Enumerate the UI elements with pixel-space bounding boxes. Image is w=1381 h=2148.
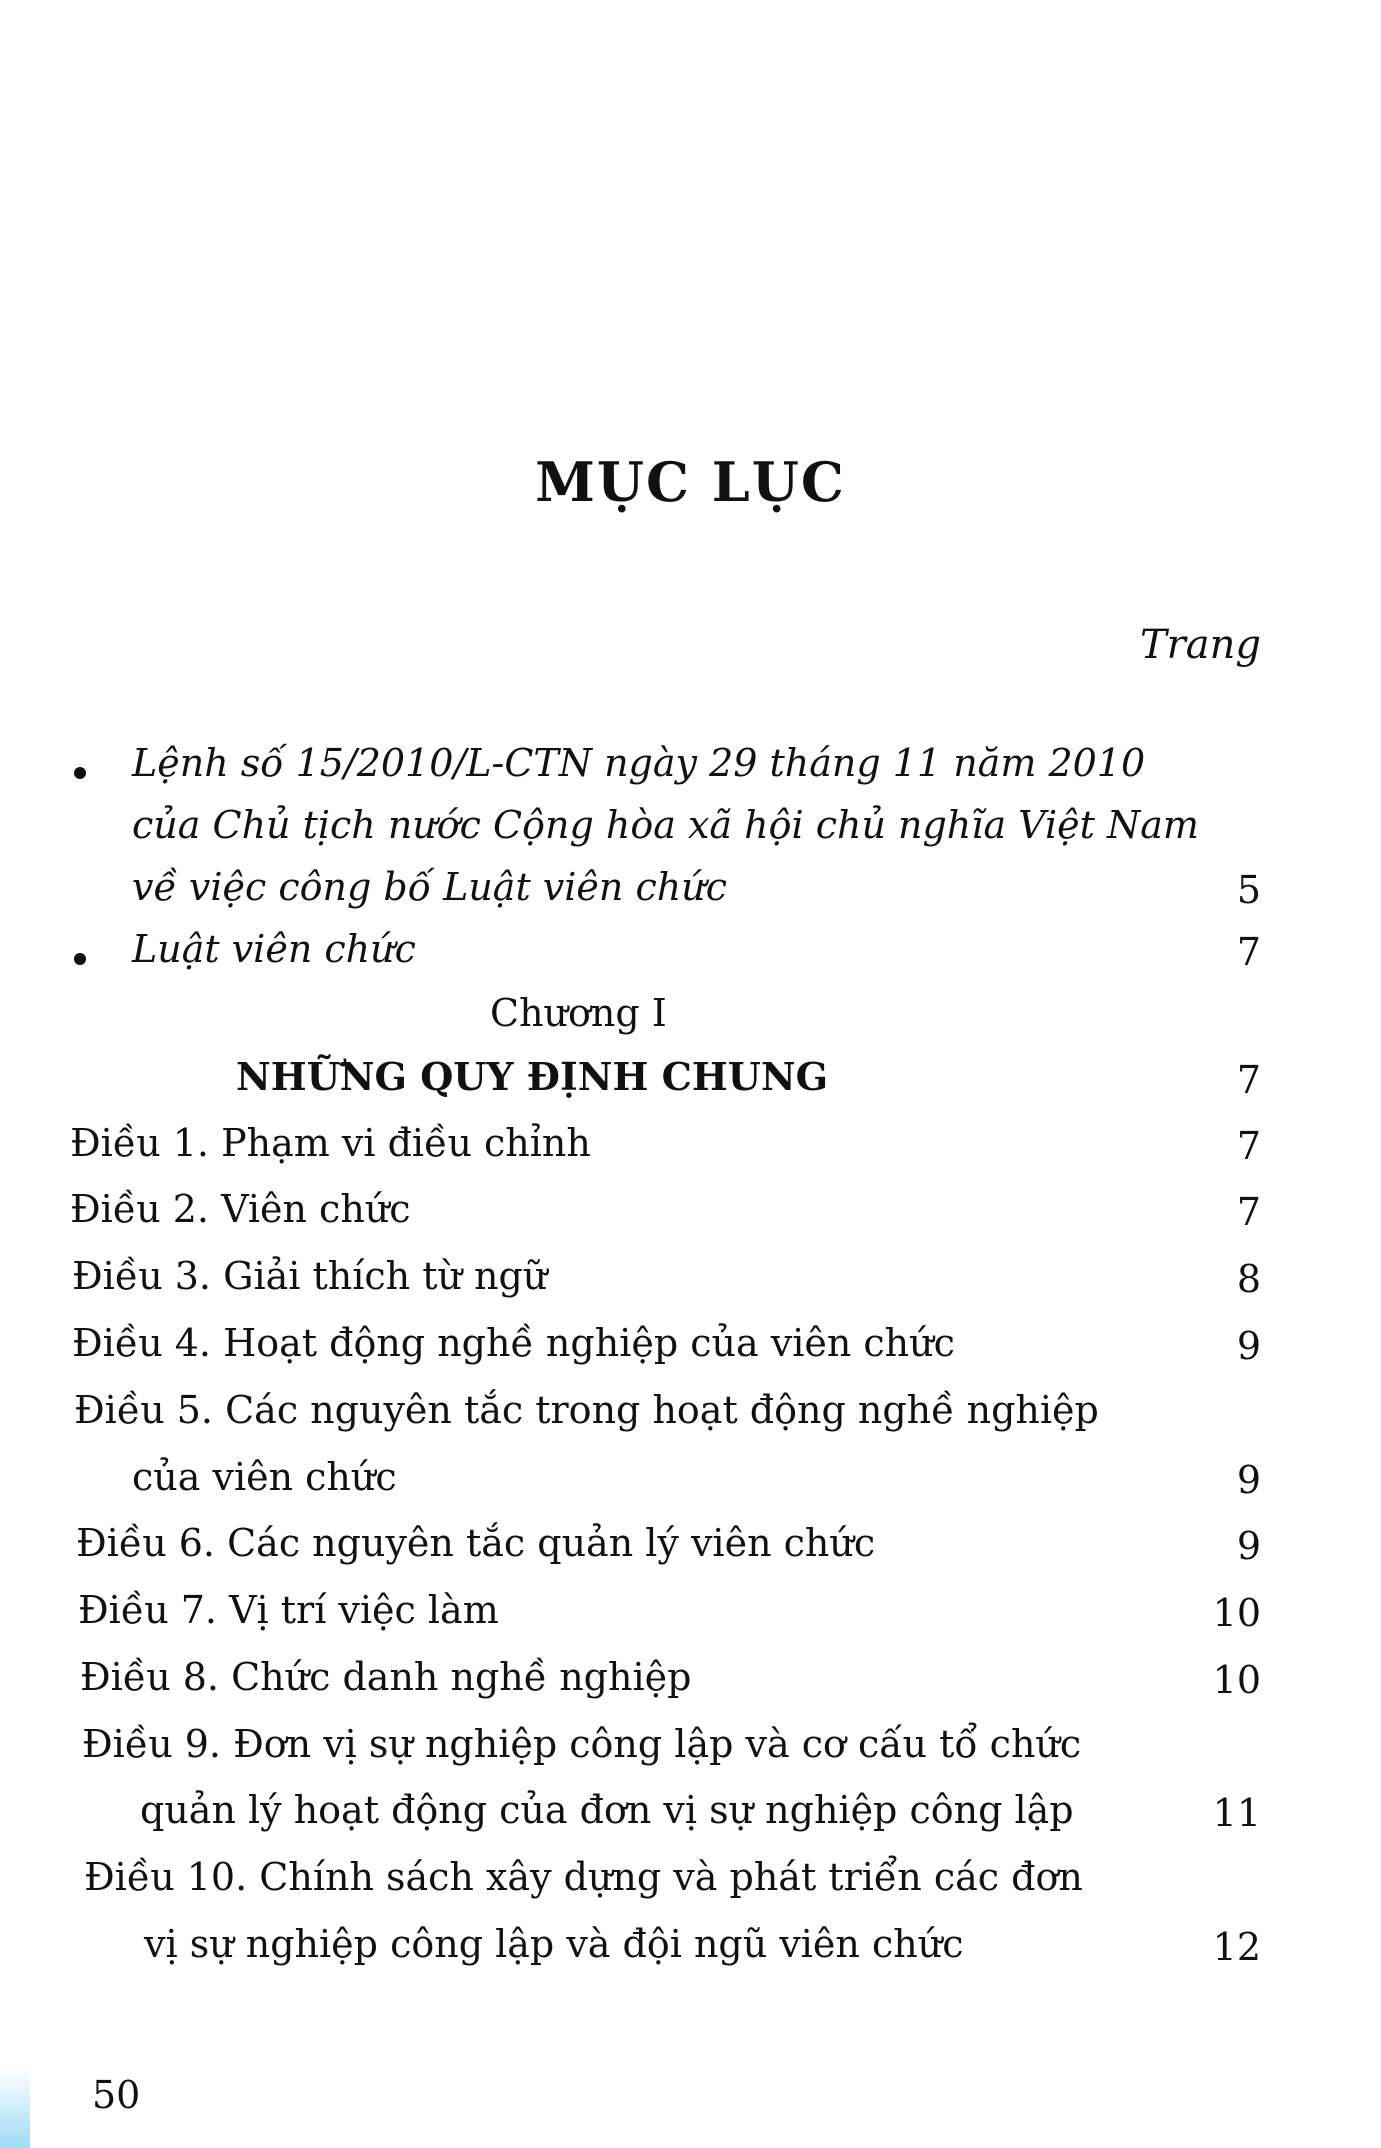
chapter-label: Chương I bbox=[490, 991, 667, 1035]
toc-article-page: 8 bbox=[1236, 1257, 1261, 1301]
toc-article-page: 10 bbox=[1212, 1658, 1261, 1702]
chapter-page: 7 bbox=[1236, 1058, 1261, 1102]
toc-article-page: 7 bbox=[1236, 1124, 1261, 1168]
toc-article-page: 11 bbox=[1212, 1791, 1261, 1835]
toc-entry-line: Luật viên chức bbox=[132, 927, 416, 971]
toc-article-line: Điều 10. Chính sách xây dựng và phát triển các đơn bbox=[84, 1855, 1083, 1899]
toc-article-page: 10 bbox=[1212, 1591, 1261, 1635]
toc-article-line: Điều 6. Các nguyên tắc quản lý viên chức bbox=[76, 1521, 876, 1565]
toc-entry-line: Lệnh số 15/2010/L-CTN ngày 29 tháng 11 năm 2010 bbox=[132, 741, 1146, 785]
toc-article-line: Điều 4. Hoạt động nghề nghiệp của viên chức bbox=[72, 1321, 955, 1365]
toc-article-page: 12 bbox=[1212, 1925, 1261, 1969]
bullet-icon bbox=[74, 767, 86, 779]
toc-article-line: Điều 3. Giải thích từ ngữ bbox=[72, 1254, 548, 1298]
toc-article-line: Điều 2. Viên chức bbox=[70, 1187, 411, 1231]
toc-article-line: Điều 9. Đơn vị sự nghiệp công lập và cơ cấu tổ chức bbox=[82, 1722, 1082, 1766]
page-number: 50 bbox=[92, 2073, 141, 2117]
toc-entry-page: 7 bbox=[1236, 930, 1261, 974]
toc-article-page: 9 bbox=[1236, 1458, 1261, 1502]
toc-entry-line: của Chủ tịch nước Cộng hòa xã hội chủ nghĩa Việt Nam bbox=[132, 803, 1199, 847]
scan-edge bbox=[0, 2068, 30, 2148]
page-title: MỤC LỤC bbox=[535, 450, 846, 514]
toc-article-line: Điều 5. Các nguyên tắc trong hoạt động nghề nghiệp bbox=[74, 1388, 1099, 1432]
toc-article-page: 9 bbox=[1236, 1524, 1261, 1568]
toc-article-line: vị sự nghiệp công lập và đội ngũ viên chức bbox=[144, 1922, 964, 1966]
toc-article-page: 9 bbox=[1236, 1324, 1261, 1368]
toc-article-line: Điều 7. Vị trí việc làm bbox=[78, 1588, 499, 1632]
toc-entry-page: 5 bbox=[1236, 868, 1261, 912]
toc-article-line: Điều 8. Chức danh nghề nghiệp bbox=[80, 1655, 692, 1699]
bullet-icon bbox=[74, 953, 86, 965]
chapter-heading: NHỮNG QUY ĐỊNH CHUNG bbox=[236, 1054, 829, 1099]
toc-article-line: quản lý hoạt động của đơn vị sự nghiệp công lập bbox=[140, 1788, 1074, 1832]
toc-article-page: 7 bbox=[1236, 1190, 1261, 1234]
toc-article-line: của viên chức bbox=[132, 1455, 397, 1499]
page-column-label: Trang bbox=[1139, 622, 1261, 668]
toc-article-line: Điều 1. Phạm vi điều chỉnh bbox=[70, 1121, 591, 1165]
toc-entry-line: về việc công bố Luật viên chức bbox=[132, 865, 727, 909]
